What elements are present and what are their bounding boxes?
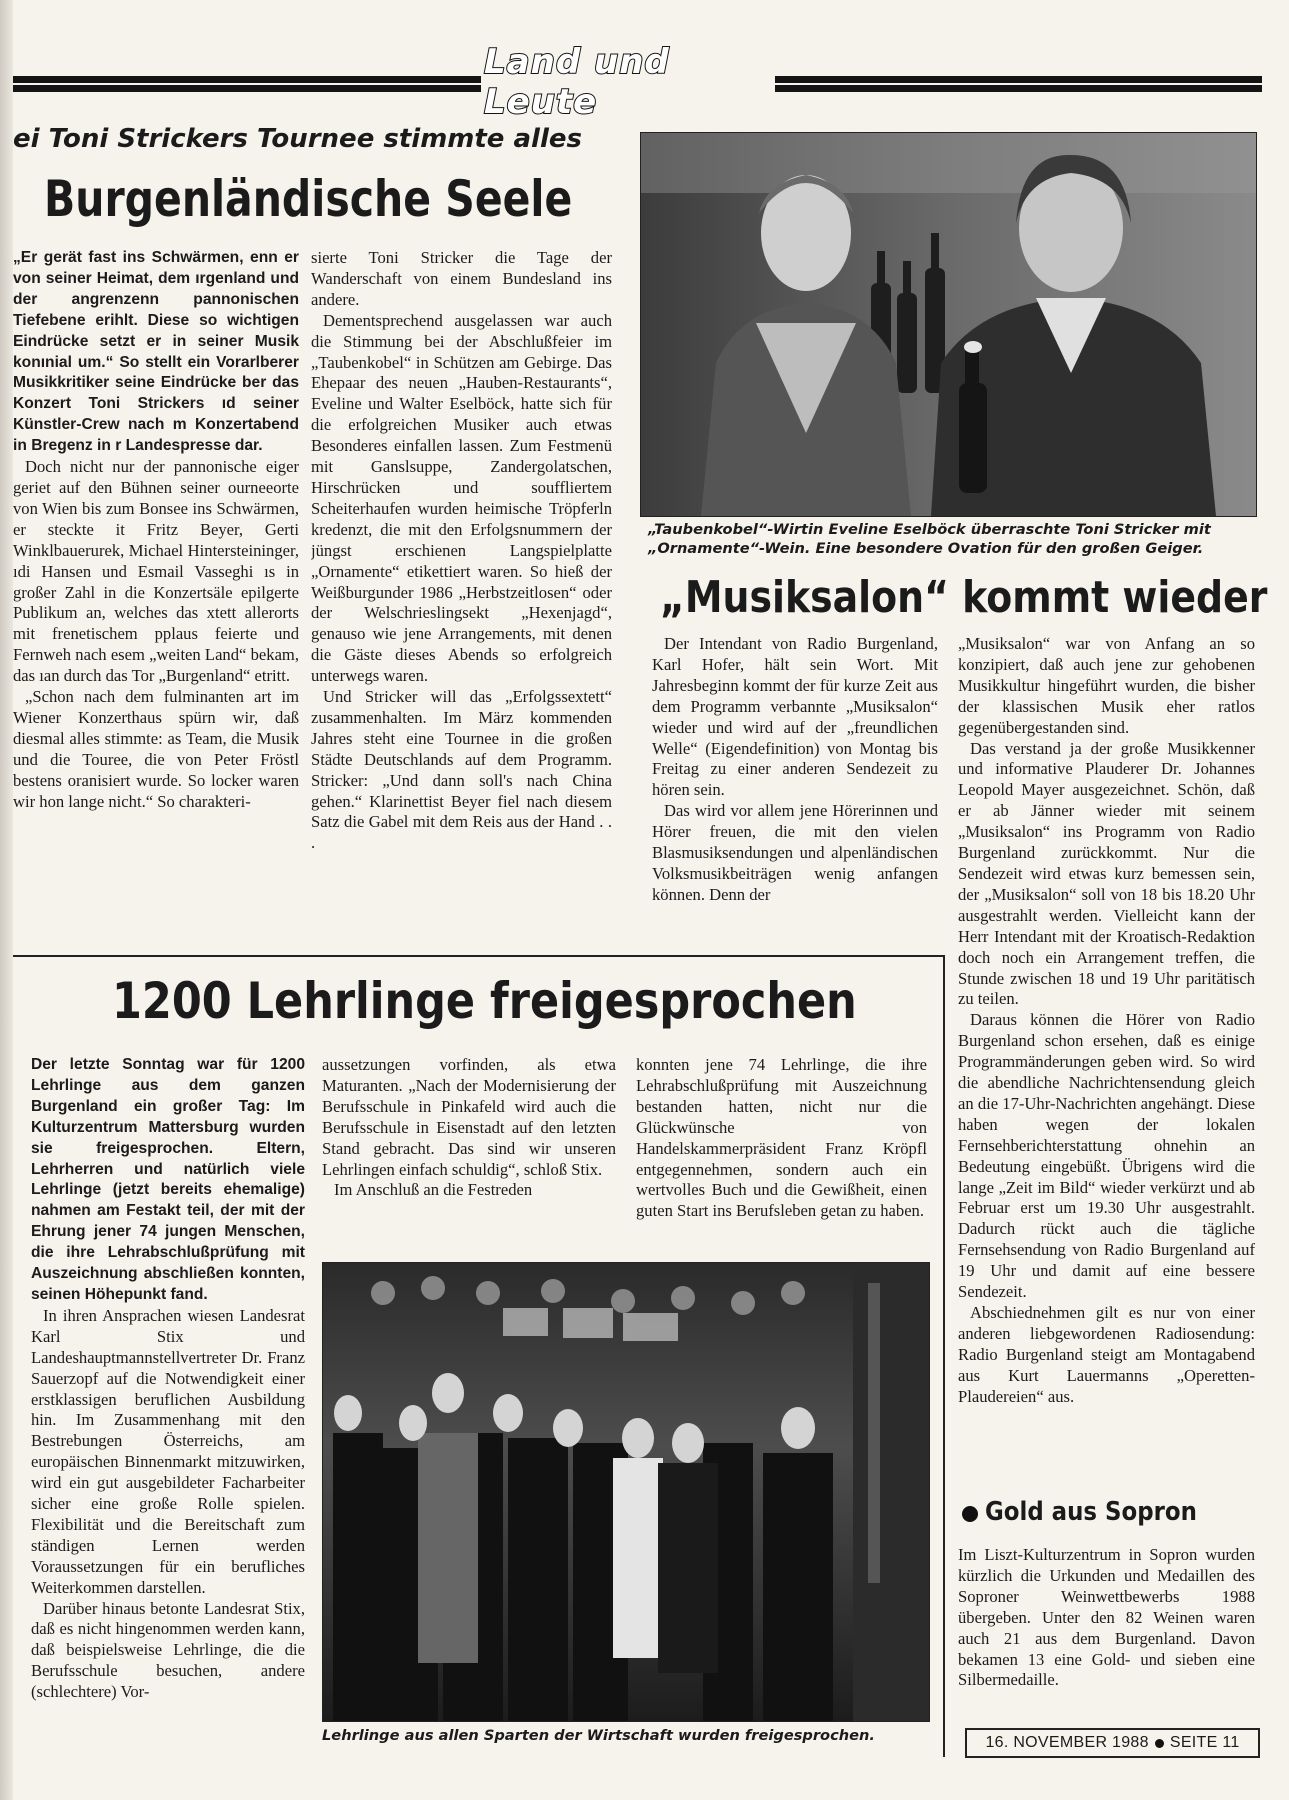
lehrlinge-paragraph: aussetzungen vorfinden, als etwa Maturanten. „Nach der Modernisierung der Berufsschule in Pinkafeld wird auch die Berufsschule in Eisenstadt auf den letzten Stand gebracht. Das sind wir unseren Lehrlingen einfach schuldig“, schloß Stix. xyxy=(322,1055,616,1179)
seele-paragraph: „Schon nach dem fulminanten art im Wiener Konzerthaus spürn wir, daß diesmal alles stimmte: as Team, die Musik und die Touree, die von Peter Fröstl bestens oranisiert wurde. So locker waren wir hon lange nicht.“ So charakteri- xyxy=(13,687,299,811)
footer-date: 16. NOVEMBER 1988 xyxy=(985,1734,1149,1751)
seele-lead: „Er gerät fast ins Schwärmen, enn er von seiner Heimat, dem ırgenland und der angrenzenn pannonischen Tiefebene erihlt. Diese so wichtigen Eindrücke setzt er in seiner Musik konınial um.“ So stellt ein Vorarlberer Musikkritiker seine Eindrücke ber das Konzert Toni Strickers ıd seiner Künstler-Crew nach m Konzertabend in Bregenz in r Landespresse dar. xyxy=(13,249,299,455)
seele-column-1 xyxy=(13,248,299,933)
musiksalon-paragraph: Abschiednehmen gilt es nur von einer anderen liebgewordenen Radiosendung: Radio Burgenland steigt am Montagabend aus Kurt Lauermanns „Operetten-Plaudereien“ aus. xyxy=(958,1303,1255,1406)
musiksalon-paragraph: Der Intendant von Radio Burgenland, Karl Hofer, hält sein Wort. Mit Jahresbeginn kommt der für kurze Zeit aus dem Programm verbannte „Musiksalon“ wieder und wird auf der „freundlichen Welle“ (Eigendefinition) von Montag bis Freitag zu einer anderen Sendezeit zu hören sein. xyxy=(652,634,938,800)
gold-column xyxy=(958,1545,1255,1710)
musiksalon-paragraph: Das verstand ja der große Musikkenner und informative Plauderer Dr. Johannes Leopold Mayer ausgezeichnet. Schön, daß er ab Jänner wieder mit seinem „Musiksalon“ ins Programm von Radio Burgenland zurückkommt. Nur die Sendezeit wird etwas kurz bemessen sein, der „Musiksalon“ soll von 18 bis 18.20 Uhr ausgestrahlt werden. Vielleicht kann der Herr Intendant mit der Kroatisch-Redaktion doch noch ein Arrangement treffen, die Stunde zwischen 18 und 19 Uhr paritätisch zu teilen. xyxy=(958,738,1255,1009)
seele-paragraph: Doch nicht nur der pannonische eiger geriet auf den Bühnen seiner ourneeorte von Wien bis zum Bonsee ins Schwärmen, er steckte it Fritz Beyer, Gerti Winklbauerurek, Michael Hintersteininger, ıdi Hansen und Esmail Vasseghi ıs in großer Zahl in die Konzertsäle epilgerte Publikum an, welches das xtett allerorts mit frenetischem pplaus feierte und Fernweh nach esem „weiten Land“ bekam, das ıan durch das Tor „Burgenland“ etritt. xyxy=(13,457,299,686)
page-binding-edge xyxy=(0,0,13,1800)
bullet-icon xyxy=(962,1506,978,1522)
photo-stricker-eselboeck-image xyxy=(641,133,1256,516)
section-title: Land und Leute xyxy=(484,42,670,122)
header-rule-right xyxy=(775,76,1262,92)
footer-page-number: SEITE 11 xyxy=(1169,1734,1240,1751)
lehrlinge-headline: 1200 Lehrlinge freigesprochen xyxy=(112,972,857,1030)
musiksalon-headline: „Musiksalon“ kommt wieder xyxy=(660,572,1268,623)
seele-headline: Burgenländische Seele xyxy=(44,170,573,228)
page-footer xyxy=(965,1728,1260,1758)
gold-paragraph: Im Liszt-Kulturzentrum in Sopron wurden kürzlich die Urkunden und Medaillen des Soproner Weinwettbewerbs 1988 übergeben. Unter den 82 Weinen waren auch 21 aus dem Burgenland. Davon bekamen 13 eine Gold- und sieben eine Silbermedaille. xyxy=(958,1545,1255,1690)
seele-paragraph: sierte Toni Stricker die Tage der Wanderschaft von einem Bundesland ins andere. xyxy=(311,248,612,309)
lehrlinge-column-3 xyxy=(636,1055,927,1255)
seele-paragraph: Dementsprechend ausgelassen war auch die Stimmung bei der Abschlußfeier im „Taubenkobel“ in Schützen am Gebirge. Das Ehepaar des neuen „Hauben-Restaurants“, Eveline und Walter Eselböck, hatte sich für die erfolgreichen Musiker auch etwas Besonderes einfallen lassen. Zum Festmenü mit Ganslsuppe, Zandergolatschen, Hirschrücken und souffliertem Scheiterhaufen wurden heimische Tröpferln kredenzt, die mit den Erfolgsnummern der jüngst erschienen Langspielplatte „Ornamente“ etikettiert waren. So hieß der Weißburgunder 1986 „Herbstzeitlosen“ oder der Welschrieslingsekt „Hexenjagd“, genauso wie jene Arrangements, mit denen die Gäste dieses Abends so erfolgreich unterwegs waren. xyxy=(311,310,612,686)
musiksalon-paragraph: „Musiksalon“ war von Anfang an so konzipiert, daß auch jene zur gehobenen Musikkultur hingeführt wurden, die bisher der klassischen Musik eher ratlos gegenübergestanden sind. xyxy=(958,634,1255,737)
footer-bullet-icon xyxy=(1155,1739,1164,1748)
photo-stricker-eselboeck xyxy=(640,132,1257,517)
photo-lehrlinge xyxy=(322,1262,930,1722)
seele-column-2 xyxy=(311,248,612,933)
lehrlinge-column-1 xyxy=(31,1055,305,1720)
gold-headline: Gold aus Sopron xyxy=(985,1497,1197,1527)
musiksalon-column-2 xyxy=(958,634,1255,1454)
header-rule-left xyxy=(13,76,481,92)
musiksalon-paragraph: Daraus können die Hörer von Radio Burgenland schon ersehen, daß es einige Programmänderungen geben wird. So wird die abendliche Nachrichtensendung gleich an die 17-Uhr-Nachrichten angehängt. Diese haben wegen der lokalen Fernsehberichterstattung ohnehin an Bedeutung eingebüßt. Übrigens wird die lange „Zeit im Bild“ wieder verkürzt und ab Februar erst um 19.30 Uhr ausgestrahlt. Dadurch rückt auch die tägliche Fernsehsendung von Radio Burgenland auf 19 Uhr und damit auf eine bessere Sendezeit. xyxy=(958,1010,1255,1302)
lehrlinge-paragraph: konnten jene 74 Lehrlinge, die ihre Lehrabschlußprüfung mit Auszeichnung bestanden hatten, nicht nur die Glückwünsche von Handelskammerpräsident Franz Kröpfl entgegennehmen, sondern auch ein wertvolles Buch und die Gewißheit, einen guten Start ins Berufsleben getan zu haben. xyxy=(636,1055,927,1221)
seele-kicker: ei Toni Strickers Tournee stimmte alles xyxy=(13,124,582,154)
lehrlinge-paragraph: In ihren Ansprachen wiesen Landesrat Karl Stix und Landeshauptmannstellvertreter Dr. Franz Sauerzopf auf die Notwendigkeit einer erstklassigen beruflichen Ausbildung hin. Im Zusammenhang mit den Bestrebungen Österreichs, am europäischen Binnenmarkt mitzuwirken, wird ein gut ausgebildeter Facharbeiter sicher eine große Rolle spielen. Flexibilität und die Bereitschaft zum ständigen Lernen werden Voraussetzungen für ein berufliches Weiterkommen darstellen. xyxy=(31,1305,305,1597)
seele-paragraph: Und Stricker will das „Erfolgssextett“ zusammenhalten. Im März kommenden Jahres steht eine Tournee in die großen Städte Deutschlands auf dem Programm. Stricker: „Und dann soll's nach China gehen.“ Klarinettist Beyer fiel nach diesem Satz die Gabel mit dem Reis aus der Hand . . . xyxy=(311,687,612,853)
musiksalon-column-1 xyxy=(652,634,938,924)
musiksalon-paragraph: Das wird vor allem jene Hörerinnen und Hörer freuen, die mit den vielen Blasmusiksendungen und alpenländischen Volksmusikbeiträgen wenig anfangen können. Denn der xyxy=(652,801,938,904)
lehrlinge-paragraph: Darüber hinaus betonte Landesrat Stix, daß es nicht hingenommen werden kann, daß beispielsweise Lehrlinge, die die Berufsschule besuchen, andere (schlechtere) Vor- xyxy=(31,1598,305,1702)
photo-caption-stricker: „Taubenkobel“-Wirtin Eveline Eselböck überraschte Toni Stricker mit „Ornamente“-Wein. Eine besondere Ovation für den großen Geiger. xyxy=(648,521,1211,557)
lehrlinge-lead: Der letzte Sonntag war für 1200 Lehrlinge aus dem ganzen Burgenland ein großer Tag: Im Kulturzentrum Mattersburg wurden sie freigesprochen. Eltern, Lehrherren und natürlich viele Lehrlinge (jetzt bereits ehemalige) nahmen am Festakt teil, der mit der Ehrung jener 74 jungen Menschen, die ihre Lehrabschlußprüfung mit Auszeichnung abschließen konnten, seinen Höhepunkt fand. xyxy=(31,1056,305,1303)
lehrlinge-column-2 xyxy=(322,1055,616,1255)
photo-lehrlinge-image xyxy=(323,1263,929,1721)
lehrlinge-paragraph: Im Anschluß an die Festreden xyxy=(334,1180,533,1200)
photo-caption-lehrlinge: Lehrlinge aus allen Sparten der Wirtschaft wurden freigesprochen. xyxy=(322,1727,875,1744)
